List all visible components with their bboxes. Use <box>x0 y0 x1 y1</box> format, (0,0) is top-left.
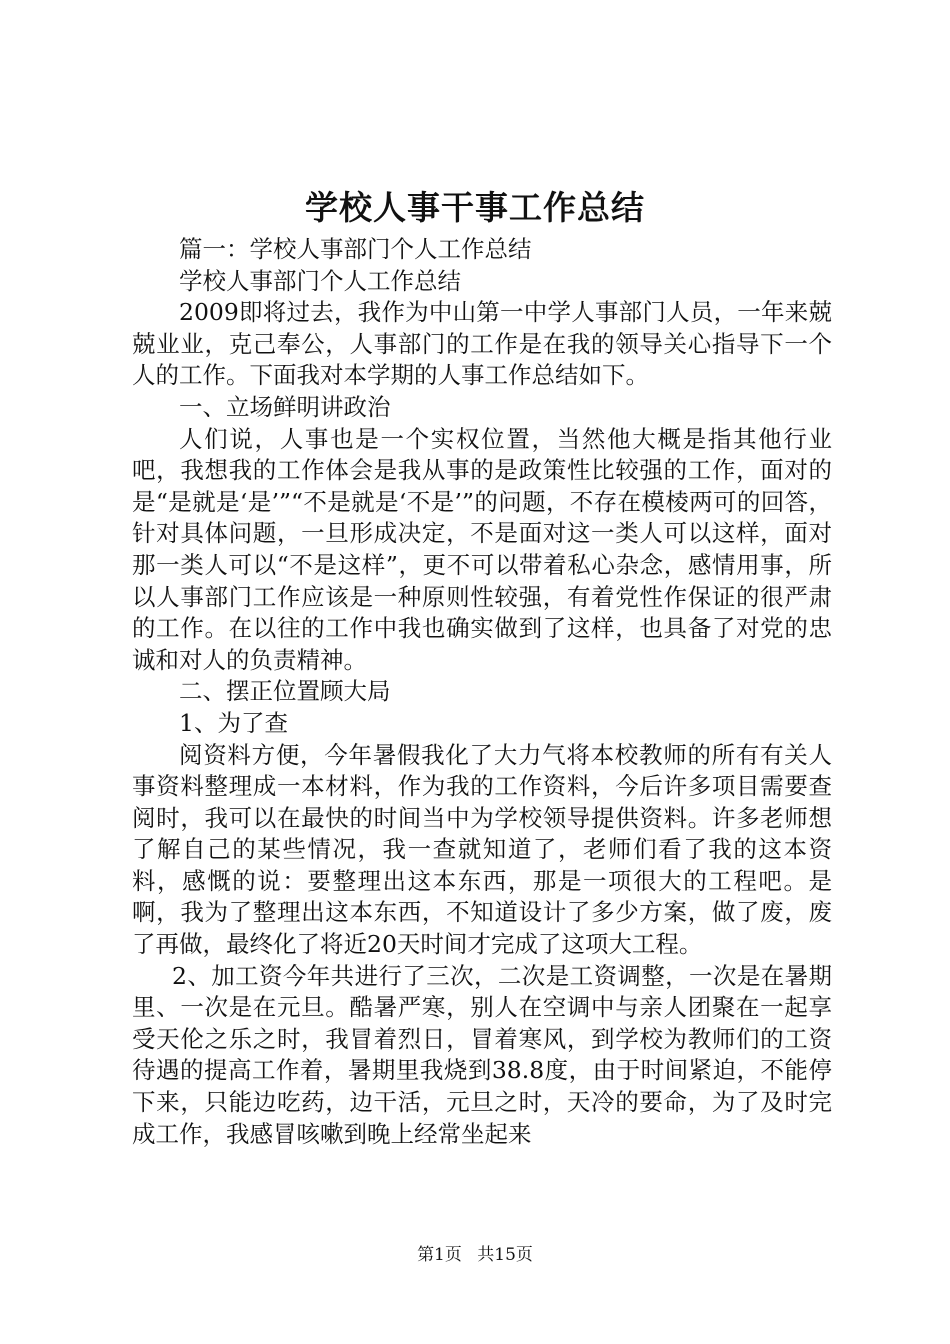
paragraph-item-1: 1、为了查 <box>179 708 288 737</box>
paragraph-heading-2: 二、摆正位置顾大局 <box>179 677 391 706</box>
paragraph-politics: 人们说，人事也是一个实权位置，当然他大概是指其他行业吧，我想我的工作体会是我从事的是政策性比较强的工作，面对的是“是就是‘是’”“不是就是‘不是’”的问题，不存在模棱两可的回答，针对具体问题，一旦形成决定，不是面对这一类人可以这样，面对那一类人可以“不是这样”，更不可以带着私心杂念，感情用事，所以人事部门工作应该是一种原则性较强，有着党性作保证的很严肃的工作。在以往的工作中我也确实做到了这样，也具备了对党的忠诚和对人的负责精神。 <box>132 424 832 674</box>
paragraph-section-heading: 篇一：学校人事部门个人工作总结 <box>179 235 532 263</box>
paragraph-heading-1: 一、立场鲜明讲政治 <box>179 392 391 421</box>
document-body <box>132 234 832 1150</box>
page-total: 共15页 <box>477 1245 533 1265</box>
page-footer <box>0 1244 950 1266</box>
paragraph-salary: 2、加工资今年共进行了三次，二次是工资调整，一次是在暑期里、一次是在元旦。酷暑严寒，别人在空调中与亲人团聚在一起享受天伦之乐之时，我冒着烈日，冒着寒风，到学校为教师们的工资待遇的提高工作着，暑期里我烧到38.8度，由于时间紧迫，不能停下来，只能边吃药，边干活，元旦之时，天冷的要命，为了及时完成工作，我感冒咳嗽到晚上经常坐起来 <box>132 961 832 1148</box>
paragraph-intro: 2009即将过去，我作为中山第一中学人事部门人员，一年来兢兢业业，克己奉公，人事部门的工作是在我的领导关心指导下一个人的工作。下面我对本学期的人事工作总结如下。 <box>132 298 832 390</box>
paragraph-materials: 阅资料方便，今年暑假我化了大力气将本校教师的所有有关人事资料整理成一本材料，作为我的工作资料，今后许多项目需要查阅时，我可以在最快的时间当中为学校领导提供资料。许多老师想了解自己的某些情况，我一查就知道了，老师们看了我的这本资料，感慨的说：要整理出这本东西，那是一项很大的工程吧。是啊，我为了整理出这本东西，不知道设计了多少方案，做了废，废了再做，最终化了将近20天时间才完成了这项大工程。 <box>132 740 832 959</box>
page-number: 第1页 <box>417 1245 462 1265</box>
paragraph-subtitle: 学校人事部门个人工作总结 <box>179 266 461 295</box>
document-title: 学校人事干事工作总结 <box>305 188 645 227</box>
